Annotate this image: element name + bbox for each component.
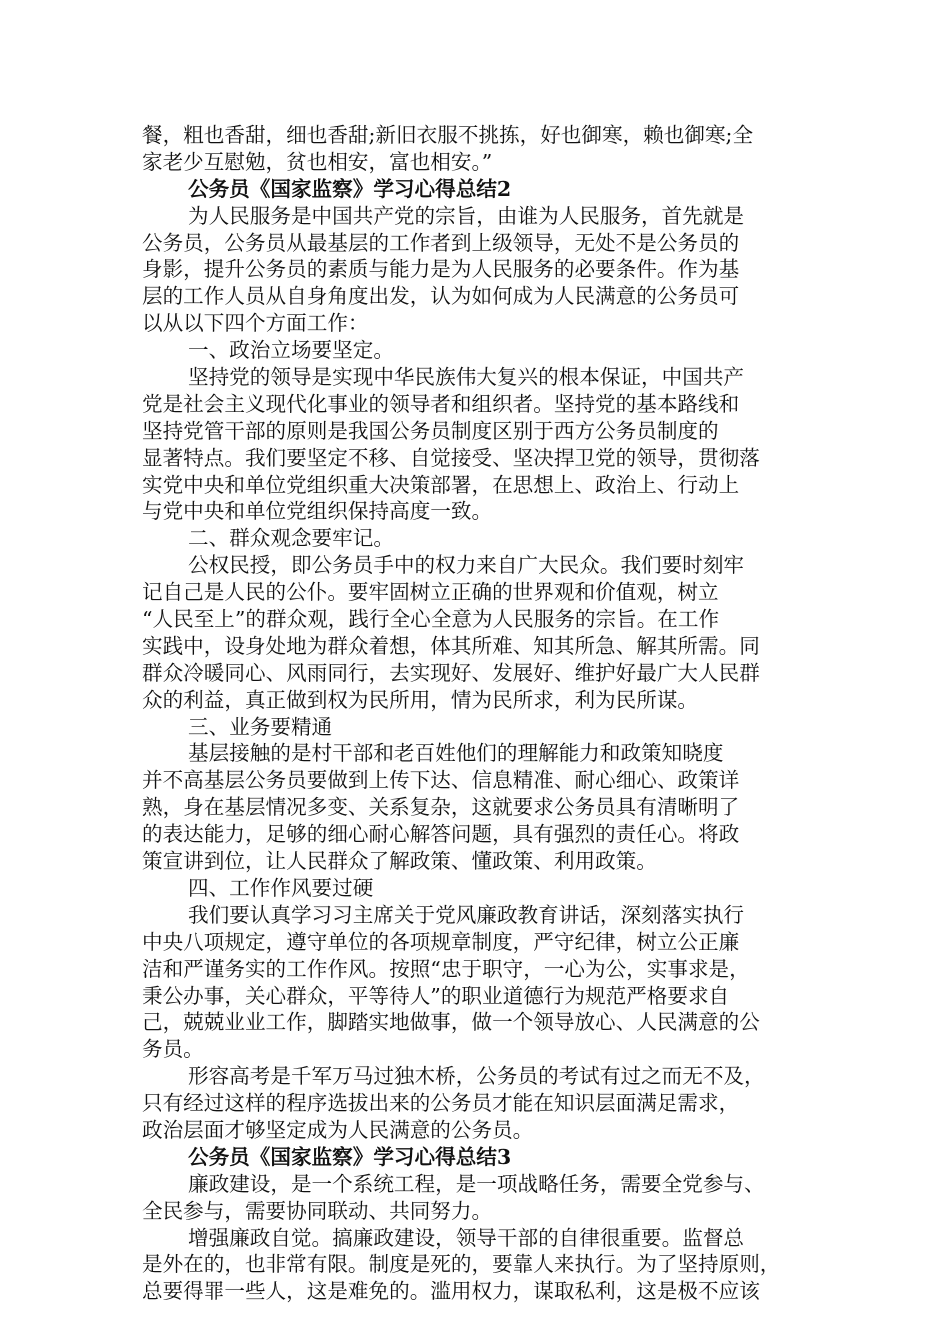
text-line: 与党中央和单位党组织保持高度一致。: [142, 499, 493, 524]
section-heading: 公务员《国家监察》学习心得总结2: [188, 176, 512, 201]
text-line: 显著特点。我们要坚定不移、自觉接受、坚决捍卫党的领导，贯彻落: [142, 445, 760, 470]
text-line: 并不高基层公务员要做到上传下达、信息精准、耐心细心、政策详: [142, 768, 740, 793]
document-page: [142, 122, 798, 1305]
text-line: 一、政治立场要坚定。: [188, 338, 394, 363]
text-line: 公权民授，即公务员手中的权力来自广大民众。我们要时刻牢: [188, 553, 745, 578]
text-line: 身影，提升公务员的素质与能力是为人民服务的必要条件。作为基: [142, 257, 740, 282]
text-line: 形容高考是千军万马过独木桥，公务员的考试有过之而无不及，: [188, 1064, 765, 1089]
text-line: 我们要认真学习习主席关于党风廉政教育讲话，深刻落实执行: [188, 902, 745, 927]
text-line: 坚持党的领导是实现中华民族伟大复兴的根本保证，中国共产: [188, 365, 745, 390]
text-line: 熟，身在基层情况多变、关系复杂，这就要求公务员具有清晰明了: [142, 795, 740, 820]
text-line: 众的利益，真正做到权为民所用，情为民所求，利为民所谋。: [142, 687, 699, 712]
text-line: 己，兢兢业业工作，脚踏实地做事，做一个领导放心、人民满意的公: [142, 1010, 760, 1035]
text-line: 实践中，设身处地为群众着想，体其所难、知其所急、解其所需。同: [142, 633, 760, 658]
text-line: 廉政建设，是一个系统工程，是一项战略任务，需要全党参与、: [188, 1171, 765, 1196]
text-line: 二、群众观念要牢记。: [188, 526, 394, 551]
text-line: 以从以下四个方面工作：: [142, 311, 369, 336]
text-line: 群众冷暖同心、风雨同行，去实现好、发展好、维护好最广大人民群: [142, 660, 760, 685]
text-line: 是外在的，也非常有限。制度是死的，要靠人来执行。为了坚持原则，: [142, 1252, 781, 1277]
section-heading: 公务员《国家监察》学习心得总结3: [188, 1144, 512, 1169]
text-line: 增强廉政自觉。搞廉政建设，领导干部的自律很重要。监督总: [188, 1225, 745, 1250]
text-line: 实党中央和单位党组织重大决策部署，在思想上、政治上、行动上: [142, 472, 740, 497]
text-line: 层的工作人员从自身角度出发，认为如何成为人民满意的公务员可: [142, 284, 740, 309]
text-line: 的表达能力，足够的细心耐心解答问题，具有强烈的责任心。将政: [142, 822, 740, 847]
text-line: 洁和严谨务实的工作作风。按照“忠于职守，一心为公，实事求是，: [142, 956, 750, 981]
text-line: 三、业务要精通: [188, 714, 333, 739]
text-line: 策宣讲到位，让人民群众了解政策、懂政策、利用政策。: [142, 849, 657, 874]
text-line: 只有经过这样的程序选拔出来的公务员才能在知识层面满足需求，: [142, 1091, 740, 1116]
text-line: 基层接触的是村干部和老百姓他们的理解能力和政策知晓度: [188, 741, 724, 766]
text-line: 总要得罪一些人，这是难免的。滥用权力，谋取私利，这是极不应该: [142, 1279, 760, 1304]
text-line: 中央八项规定，遵守单位的各项规章制度，严守纪律，树立公正廉: [142, 929, 740, 954]
text-line: 餐，粗也香甜，细也香甜;新旧衣服不挑拣，好也御寒，赖也御寒;全: [142, 123, 754, 147]
text-line: 秉公办事，关心群众，平等待人”的职业道德行为规范严格要求自: [142, 983, 730, 1008]
text-line: 公务员，公务员从最基层的工作者到上级领导，无处不是公务员的: [142, 230, 740, 255]
text-line: “人民至上”的群众观，践行全心全意为人民服务的宗旨。在工作: [142, 607, 720, 632]
text-line: 记自己是人民的公仆。要牢固树立正确的世界观和价值观，树立: [142, 580, 719, 605]
text-line: 坚持党管干部的原则是我国公务员制度区别于西方公务员制度的: [142, 418, 719, 443]
text-line: 为人民服务是中国共产党的宗旨，由谁为人民服务，首先就是: [188, 203, 745, 228]
text-line: 党是社会主义现代化事业的领导者和组织者。坚持党的基本路线和: [142, 391, 740, 416]
text-line: 全民参与，需要协同联动、共同努力。: [142, 1198, 493, 1223]
text-line: 家老少互慰勉，贫也相安，富也相安。”: [142, 149, 493, 174]
text-line: 四、工作作风要过硬: [188, 875, 374, 900]
text-line: 务员。: [142, 1037, 204, 1062]
text-line: 政治层面才够坚定成为人民满意的公务员。: [142, 1117, 534, 1142]
